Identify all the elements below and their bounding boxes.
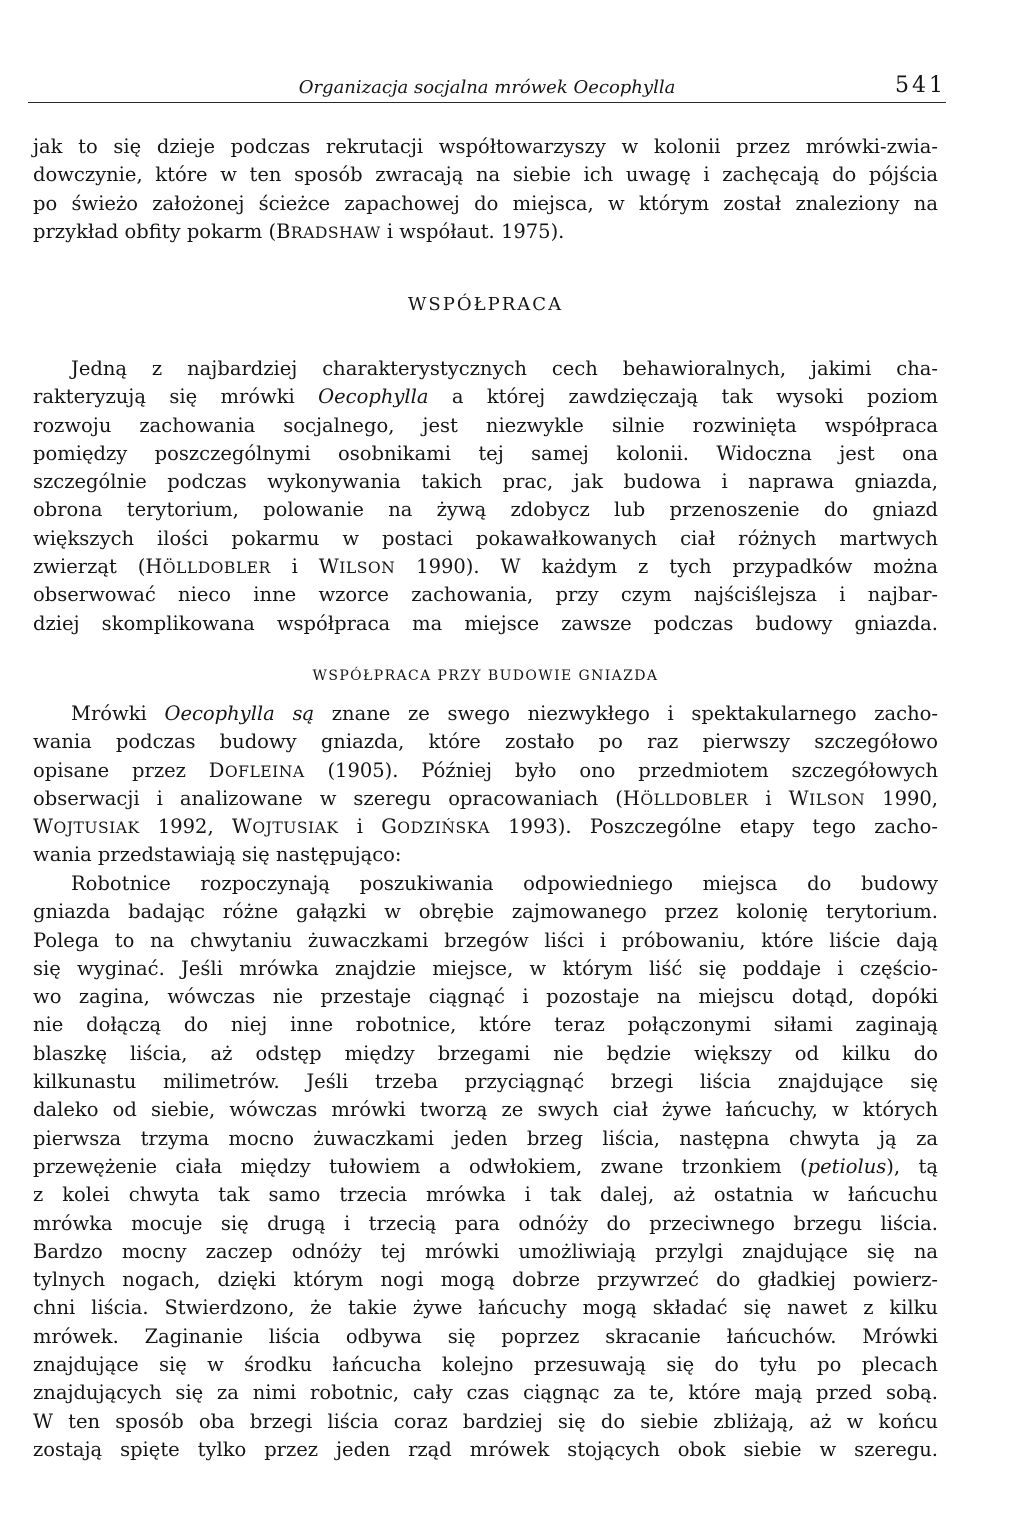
text-run: 1993). Poszczególne etapy tego zacho- [489, 815, 938, 839]
text-run: ), tą [886, 1154, 938, 1178]
text-line: większych ilości pokarmu w postaci pokawałkowanych ciał różnych martwych [33, 526, 938, 550]
text-line: z kolei chwyta tak samo trzecia mrówka i tak dalej, aż ostatnia w łańcuchu [33, 1183, 938, 1207]
text-line: zostają spięte tylko przez jeden rząd mrówek stojących obok siebie w szeregu. [33, 1437, 938, 1461]
text-line: szczególnie podczas wykonywania takich prac, jak budowa i naprawa gniazda, [33, 470, 938, 494]
text-line [33, 553, 938, 581]
text-line: mrówek. Zaginanie liścia odbywa się poprzez skracanie łańcuchów. Mrówki [33, 1324, 938, 1348]
text-run: 1990, [865, 786, 938, 810]
author-name: DOFLEINA [208, 758, 305, 782]
continued-paragraph [33, 133, 938, 246]
text-line: po świeżo założonej ścieżce zapachowej do miejsca, w którym został znaleziony na [33, 191, 938, 215]
text-line: chni liścia. Stwierdzono, że takie żywe łańcuchy mogą składać się nawet z kilku [33, 1296, 938, 1320]
text-line: W ten sposób oba brzegi liścia coraz bardziej się do siebie zbliżają, aż w końcu [33, 1409, 938, 1433]
header-rule [28, 102, 946, 103]
text-line: się wyginać. Jeśli mrówka znajdzie miejsce, w którym liść się poddaje i częścio- [33, 956, 938, 980]
text-run: 1992, [139, 815, 232, 839]
text-line [33, 1153, 938, 1181]
text-line: znajdujących się za nimi robotnic, cały czas ciągnąc za te, które mają przed sobą. [33, 1381, 938, 1405]
text-line: dowczynie, które w ten sposób zwracają na siebie ich uwagę i zachęcają do pójścia [33, 163, 938, 187]
text-line: tylnych nogach, dzięki którym nogi mogą dobrze przywrzeć do gładkiej powierz- [33, 1268, 938, 1292]
text-line: Bardzo mocny zaczep odnóży tej mrówki umożliwiają przylgi znajdujące się na [33, 1239, 938, 1263]
text-line: blaszkę liścia, aż odstęp między brzegami nie będzie większy od kilku do [33, 1041, 938, 1065]
author-name: HÖLLDOBLER [145, 555, 271, 579]
text-line: dziej skomplikowana współpraca ma miejsce zawsze podczas budowy gniazda. [33, 611, 938, 635]
text-line: Robotnice rozpoczynają poszukiwania odpowiedniego miejsca do budowy [71, 872, 938, 895]
text-line: Polega to na chwytaniu żuwaczkami brzegów liści i próbowaniu, które liście dają [33, 928, 938, 952]
text-run: i [270, 555, 319, 579]
text-line [33, 700, 938, 728]
author-name: GODZIŃSKA [381, 815, 490, 839]
text-line: obserwować nieco inne wzorce zachowania, przy czym najściślejsza i najbar- [33, 583, 938, 607]
author-name: WILSON [788, 786, 866, 810]
text-line: mrówka mocuje się drugą i trzecią para odnóży do przeciwnego brzegu liścia. [33, 1211, 938, 1235]
subsection-paragraph [33, 870, 938, 1464]
italic-term: petiolus [807, 1154, 887, 1178]
author-name: WILSON [318, 555, 396, 579]
text-run: rakteryzują się mrówki [33, 385, 319, 409]
subsection-heading: WSPÓŁPRACA PRZY BUDOWIE GNIAZDA [312, 668, 659, 684]
text-line: wo zagina, wówczas nie przestaje ciągnąć i pozostaje na miejscu dotąd, dopóki [33, 985, 938, 1009]
running-header [28, 74, 946, 102]
text-run: obserwacji i analizowane w szeregu opracowaniach ( [33, 786, 623, 810]
section-paragraph [33, 355, 938, 638]
text-run: i współaut. 1975). [380, 219, 565, 243]
text-run: (1905). Później było ono przedmiotem szczegółowych [304, 758, 938, 782]
running-title: Organizacja socjalna mrówek Oecophylla [298, 77, 676, 98]
text-line: jak to się dzieje podczas rekrutacji współtowarzyszy w kolonii przez mrówki-zwia- [33, 135, 938, 158]
text-line [33, 218, 938, 246]
subsection-paragraph [33, 700, 938, 870]
text-line: gniazda badając różne gałązki w obrębie zajmowanego przez kolonię terytorium. [33, 900, 938, 924]
text-line: wania przedstawiają się następująco: [33, 843, 402, 867]
text-run: 1990). W każdym z tych przypadków można [395, 555, 938, 579]
italic-term: Oecophylla są [164, 702, 315, 725]
section-heading: WSPÓŁPRACA [407, 294, 564, 315]
text-line: Jedną z najbardziej charakterystycznych cech behawioralnych, jakimi cha- [71, 357, 938, 380]
text-line: wania podczas budowy gniazda, które zostało po raz pierwszy szczegółowo [33, 730, 938, 754]
text-run: i [338, 815, 382, 839]
author-name: HÖLLDOBLER [622, 786, 749, 810]
text-line: pomiędzy poszczególnymi osobnikami tej samej kolonii. Widoczna jest ona [33, 441, 938, 465]
text-run: a której zawdzięczają tak wysoki poziom [428, 385, 938, 409]
text-line: pierwsza trzyma mocno żuwaczkami jeden brzeg liścia, następna chwyta ją za [33, 1126, 938, 1150]
text-run: zwierząt ( [33, 555, 146, 579]
text-run: przewężenie ciała między tułowiem a odwłokiem, zwane trzonkiem ( [33, 1154, 808, 1178]
text-line: kilkunastu milimetrów. Jeśli trzeba przyciągnąć brzegi liścia znajdujące się [33, 1070, 938, 1094]
italic-term: Oecophylla [318, 385, 429, 409]
page-number: 541 [895, 73, 946, 98]
text-line [33, 813, 938, 841]
text-line: nie dołączą do niej inne robotnice, które teraz połączonymi siłami zaginają [33, 1013, 938, 1037]
text-line: znajdujące się w środku łańcucha kolejno przesuwają się do tyłu po plecach [33, 1353, 938, 1377]
text-line [33, 383, 938, 411]
text-line: rozwoju zachowania socjalnego, jest niezwykle silnie rozwinięta współpraca [33, 413, 938, 437]
text-run: Mrówki [71, 702, 165, 725]
text-run: znane ze swego niezwykłego i spektakularnego zacho- [314, 702, 938, 725]
text-line [33, 757, 938, 785]
author-name: BRADSHAW [276, 219, 381, 243]
text-run: opisane przez [33, 758, 209, 782]
author-name: WOJTUSIAK [33, 815, 140, 839]
text-line: obrona terytorium, polowanie na żywą zdobycz lub przenoszenie do gniazd [33, 498, 938, 522]
text-run: przykład obfity pokarm ( [33, 219, 277, 243]
text-run: i [748, 786, 789, 810]
text-line [33, 785, 938, 813]
author-name: WOJTUSIAK [231, 815, 339, 839]
text-line: daleko od siebie, wówczas mrówki tworzą ze swych ciał żywe łańcuchy, w których [33, 1098, 938, 1122]
